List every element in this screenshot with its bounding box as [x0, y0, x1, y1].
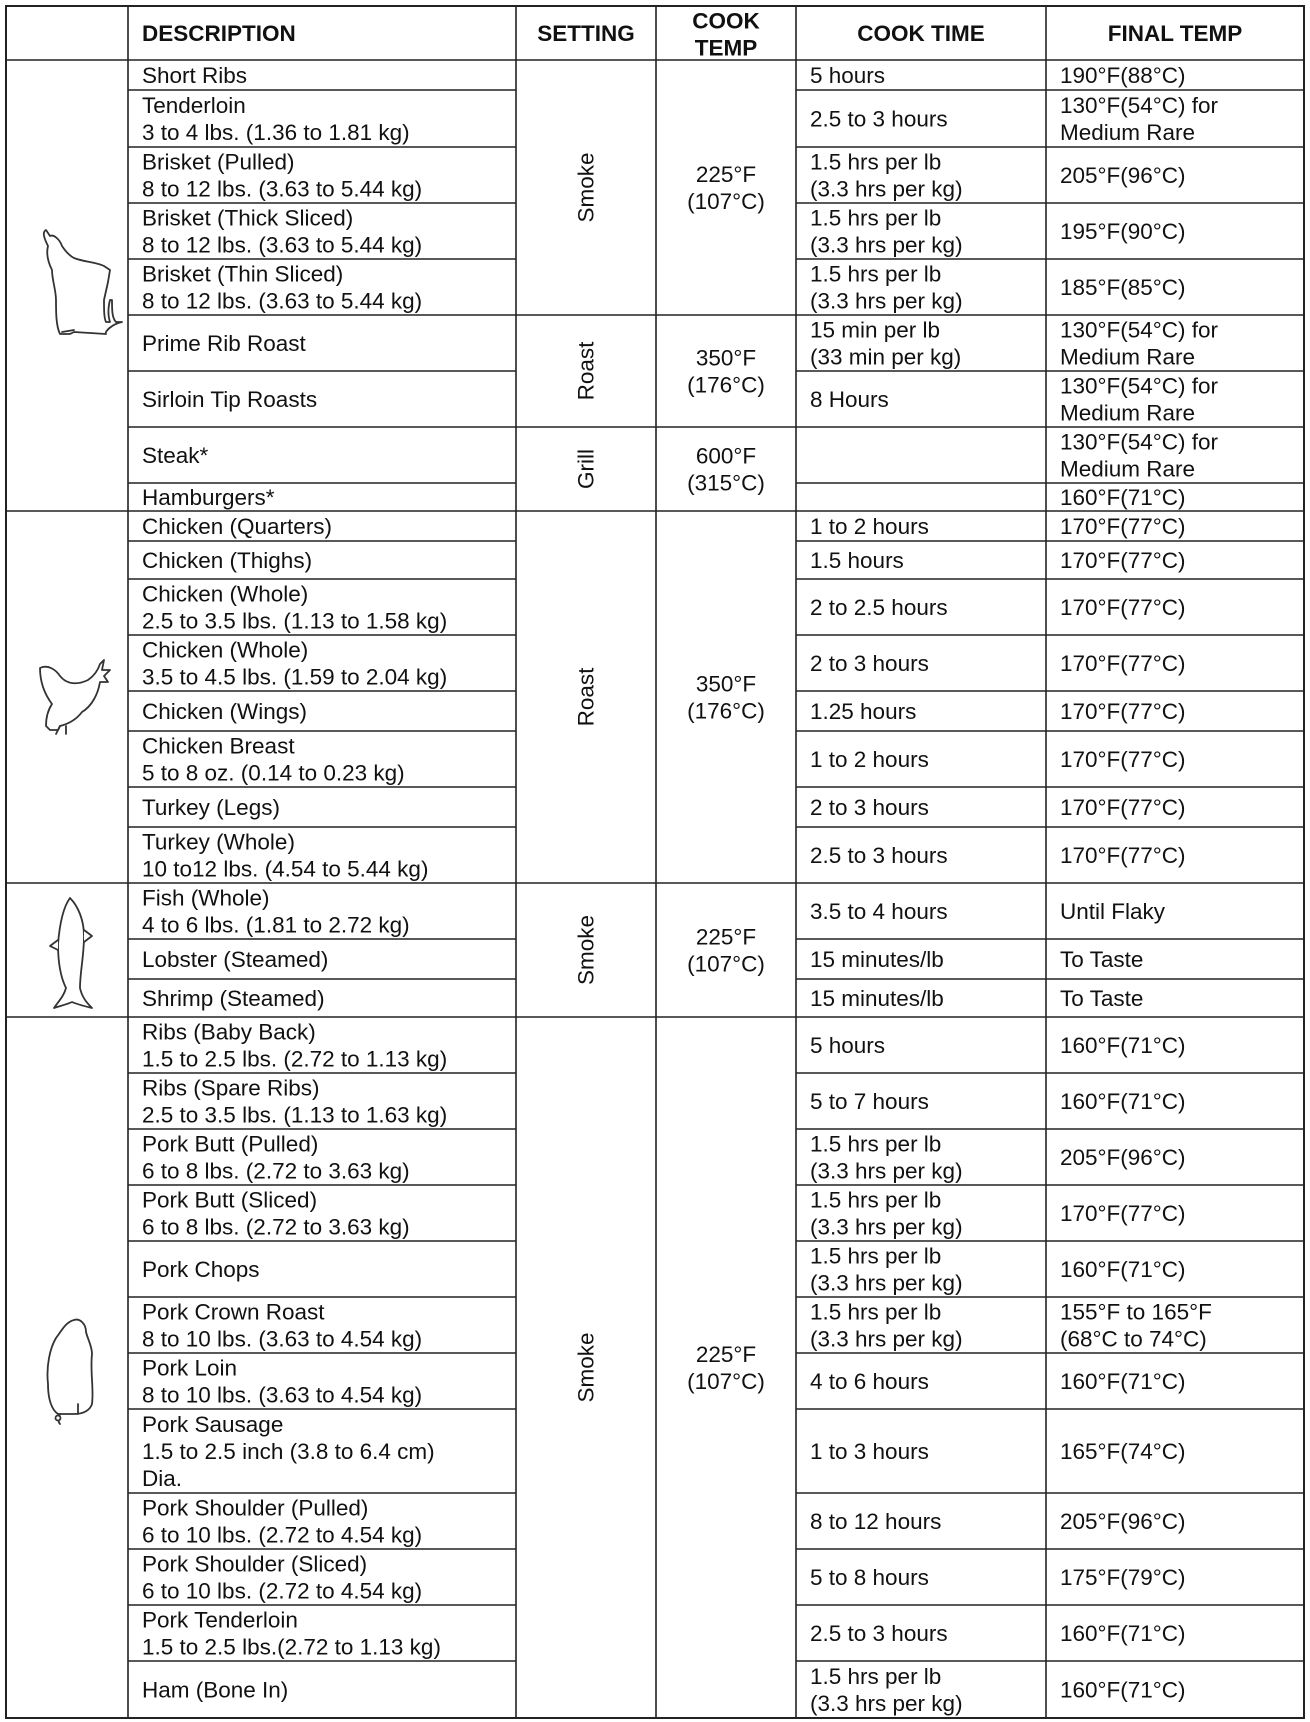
row-cook-time: 1 to 3 hours	[810, 1439, 929, 1465]
row-cook-time: (3.3 hrs per kg)	[810, 1326, 963, 1352]
row-description: Pork Butt (Pulled)	[142, 1131, 319, 1157]
row-cook-time: 1.5 hrs per lb	[810, 1664, 942, 1690]
row-description: 2.5 to 3.5 lbs. (1.13 to 1.58 kg)	[142, 608, 448, 634]
row-cook-time: 8 Hours	[810, 387, 889, 413]
group-setting: Smoke	[573, 914, 599, 986]
row-description: Pork Chops	[142, 1257, 260, 1283]
table-content	[142, 9, 1242, 1717]
row-cook-time: (3.3 hrs per kg)	[810, 1158, 963, 1184]
row-final-temp: 170°F(77°C)	[1060, 795, 1186, 821]
row-cook-time: (3.3 hrs per kg)	[810, 232, 963, 258]
pig-icon	[47, 1320, 92, 1424]
row-description: Pork Butt (Sliced)	[142, 1187, 318, 1213]
row-description: 5 to 8 oz. (0.14 to 0.23 kg)	[142, 760, 405, 786]
group-cook-temp: 600°F	[695, 443, 757, 469]
row-cook-time: 5 hours	[810, 1033, 886, 1059]
row-description: Brisket (Thin Sliced)	[142, 261, 344, 287]
row-final-temp: 195°F(90°C)	[1060, 219, 1186, 245]
header-final-temp: FINAL TEMP	[1107, 21, 1243, 47]
group-cook-temp: (107°C)	[687, 951, 765, 977]
group-cook-temp: 350°F	[695, 671, 757, 697]
cow-icon	[44, 230, 122, 334]
row-final-temp: 170°F(77°C)	[1060, 1201, 1186, 1227]
row-final-temp: To Taste	[1060, 947, 1144, 973]
header-setting: SETTING	[537, 21, 635, 47]
row-final-temp: Medium Rare	[1060, 120, 1196, 146]
row-final-temp: 170°F(77°C)	[1060, 548, 1186, 574]
group-setting: Smoke	[573, 1332, 599, 1403]
row-description: 1.5 to 2.5 lbs. (2.72 to 1.13 kg)	[142, 1046, 448, 1072]
row-final-temp: 175°F(79°C)	[1060, 1565, 1186, 1591]
row-final-temp: 160°F(71°C)	[1060, 1621, 1186, 1647]
row-cook-time: (3.3 hrs per kg)	[810, 176, 963, 202]
header-description: DESCRIPTION	[142, 21, 296, 47]
row-description: Chicken (Thighs)	[142, 548, 313, 574]
row-description: 1.5 to 2.5 lbs.(2.72 to 1.13 kg)	[142, 1634, 441, 1660]
row-description: Ribs (Baby Back)	[142, 1019, 316, 1045]
row-description: Lobster (Steamed)	[142, 947, 329, 973]
row-final-temp: Medium Rare	[1060, 456, 1196, 482]
row-description: Turkey (Whole)	[142, 829, 295, 855]
row-cook-time: (3.3 hrs per kg)	[810, 1270, 963, 1296]
row-description: 6 to 10 lbs. (2.72 to 4.54 kg)	[142, 1522, 423, 1548]
row-cook-time: 4 to 6 hours	[810, 1369, 929, 1395]
group-setting: Grill	[573, 449, 599, 489]
row-cook-time: 1.5 hrs per lb	[810, 149, 942, 175]
row-final-temp: 160°F(71°C)	[1060, 1677, 1186, 1703]
row-cook-time: 1.5 hrs per lb	[810, 261, 942, 287]
row-description: Dia.	[142, 1466, 183, 1492]
group-cook-temp: 225°F	[695, 1342, 757, 1368]
row-cook-time: 2 to 3 hours	[810, 651, 929, 677]
group-cook-temp: (107°C)	[687, 1369, 765, 1395]
group-setting: Roast	[573, 341, 599, 401]
row-final-temp: (68°C to 74°C)	[1060, 1326, 1207, 1352]
row-description: Steak*	[142, 443, 209, 469]
group-setting: Roast	[573, 667, 599, 727]
row-final-temp: 205°F(96°C)	[1060, 163, 1186, 189]
row-cook-time: 15 minutes/lb	[810, 986, 944, 1012]
row-final-temp: 160°F(71°C)	[1060, 1369, 1186, 1395]
row-cook-time: 1.5 hrs per lb	[810, 1131, 942, 1157]
row-description: Pork Tenderloin	[142, 1607, 298, 1633]
row-cook-time: 2.5 to 3 hours	[810, 1621, 948, 1647]
row-final-temp: 160°F(71°C)	[1060, 1257, 1186, 1283]
row-cook-time: 2 to 3 hours	[810, 795, 929, 821]
row-description: 6 to 10 lbs. (2.72 to 4.54 kg)	[142, 1578, 423, 1604]
row-cook-time: (33 min per kg)	[810, 344, 962, 370]
row-description: Turkey (Legs)	[142, 795, 280, 821]
row-description: 8 to 10 lbs. (3.63 to 4.54 kg)	[142, 1382, 423, 1408]
row-cook-time: 2 to 2.5 hours	[810, 595, 948, 621]
row-description: 10 to12 lbs. (4.54 to 5.44 kg)	[142, 856, 429, 882]
row-description: Pork Shoulder (Pulled)	[142, 1495, 369, 1521]
row-description: Brisket (Pulled)	[142, 149, 295, 175]
row-final-temp: 170°F(77°C)	[1060, 595, 1186, 621]
row-cook-time: 2.5 to 3 hours	[810, 843, 948, 869]
row-final-temp: 185°F(85°C)	[1060, 275, 1186, 301]
row-description: Chicken Breast	[142, 733, 295, 759]
row-cook-time: 1.5 hours	[810, 548, 904, 574]
row-final-temp: To Taste	[1060, 986, 1144, 1012]
row-description: Chicken (Whole)	[142, 637, 309, 663]
row-description: Pork Shoulder (Sliced)	[142, 1551, 368, 1577]
row-cook-time: 1.25 hours	[810, 699, 917, 725]
row-description: Prime Rib Roast	[142, 331, 306, 357]
group-setting: Smoke	[573, 152, 599, 223]
group-cook-temp: (107°C)	[687, 189, 765, 215]
row-cook-time: 15 minutes/lb	[810, 947, 944, 973]
row-description: 3.5 to 4.5 lbs. (1.59 to 2.04 kg)	[142, 664, 448, 690]
row-cook-time: 2.5 to 3 hours	[810, 106, 948, 132]
row-final-temp: 190°F(88°C)	[1060, 63, 1186, 89]
row-cook-time: 15 min per lb	[810, 317, 941, 343]
row-description: Chicken (Quarters)	[142, 514, 333, 540]
row-description: 8 to 12 lbs. (3.63 to 5.44 kg)	[142, 288, 423, 314]
row-description: 1.5 to 2.5 inch (3.8 to 6.4 cm)	[142, 1439, 435, 1465]
row-description: 6 to 8 lbs. (2.72 to 3.63 kg)	[142, 1214, 410, 1240]
row-final-temp: 170°F(77°C)	[1060, 747, 1186, 773]
group-cook-temp: 225°F	[695, 924, 757, 950]
row-description: Hamburgers*	[142, 485, 275, 511]
row-cook-time: 1.5 hrs per lb	[810, 1299, 942, 1325]
row-final-temp: 170°F(77°C)	[1060, 514, 1186, 540]
row-cook-time: 1 to 2 hours	[810, 747, 929, 773]
row-description: Ham (Bone In)	[142, 1677, 289, 1703]
row-description: Pork Sausage	[142, 1412, 284, 1438]
row-final-temp: 170°F(77°C)	[1060, 651, 1186, 677]
row-final-temp: 170°F(77°C)	[1060, 699, 1186, 725]
row-description: 8 to 12 lbs. (3.63 to 5.44 kg)	[142, 176, 423, 202]
row-cook-time: 1 to 2 hours	[810, 514, 929, 540]
row-final-temp: 170°F(77°C)	[1060, 843, 1186, 869]
row-final-temp: 160°F(71°C)	[1060, 1033, 1186, 1059]
header-cook-temp: COOK	[692, 8, 760, 34]
row-cook-time: 3.5 to 4 hours	[810, 899, 948, 925]
row-final-temp: 130°F(54°C) for	[1060, 373, 1219, 399]
header-cook-time: COOK TIME	[857, 21, 985, 47]
group-cook-temp: 350°F	[695, 345, 757, 371]
fish-icon	[50, 898, 92, 1008]
row-description: Pork Loin	[142, 1355, 238, 1381]
row-final-temp: Medium Rare	[1060, 400, 1196, 426]
group-cook-temp: (176°C)	[687, 698, 765, 724]
row-cook-time: 5 to 7 hours	[810, 1089, 929, 1115]
row-final-temp: Until Flaky	[1060, 899, 1166, 925]
row-cook-time: (3.3 hrs per kg)	[810, 1214, 963, 1240]
row-description: Chicken (Wings)	[142, 699, 308, 725]
row-final-temp: Medium Rare	[1060, 344, 1196, 370]
group-cook-temp: (315°C)	[687, 470, 765, 496]
row-final-temp: 160°F(71°C)	[1060, 1089, 1186, 1115]
row-description: 6 to 8 lbs. (2.72 to 3.63 kg)	[142, 1158, 410, 1184]
row-cook-time: 1.5 hrs per lb	[810, 1243, 942, 1269]
row-final-temp: 205°F(96°C)	[1060, 1509, 1186, 1535]
row-cook-time: 5 hours	[810, 63, 886, 89]
chicken-icon	[40, 660, 110, 734]
row-description: 8 to 12 lbs. (3.63 to 5.44 kg)	[142, 232, 423, 258]
row-final-temp: 130°F(54°C) for	[1060, 93, 1219, 119]
meat-icons	[40, 230, 122, 1424]
row-final-temp: 165°F(74°C)	[1060, 1439, 1186, 1465]
row-description: Chicken (Whole)	[142, 581, 309, 607]
row-cook-time: (3.3 hrs per kg)	[810, 1691, 963, 1717]
row-description: Brisket (Thick Sliced)	[142, 205, 354, 231]
row-description: Pork Crown Roast	[142, 1299, 325, 1325]
row-cook-time: 1.5 hrs per lb	[810, 1187, 942, 1213]
row-description: Tenderloin	[142, 93, 246, 119]
row-final-temp: 130°F(54°C) for	[1060, 429, 1219, 455]
row-description: 4 to 6 lbs. (1.81 to 2.72 kg)	[142, 912, 410, 938]
row-cook-time: (3.3 hrs per kg)	[810, 288, 963, 314]
row-description: Shrimp (Steamed)	[142, 986, 325, 1012]
row-final-temp: 160°F(71°C)	[1060, 485, 1186, 511]
row-description: 8 to 10 lbs. (3.63 to 4.54 kg)	[142, 1326, 423, 1352]
row-description: Sirloin Tip Roasts	[142, 387, 318, 413]
row-final-temp: 130°F(54°C) for	[1060, 317, 1219, 343]
group-cook-temp: 225°F	[695, 162, 757, 188]
row-cook-time: 1.5 hrs per lb	[810, 205, 942, 231]
row-cook-time: 5 to 8 hours	[810, 1565, 929, 1591]
row-description: 3 to 4 lbs. (1.36 to 1.81 kg)	[142, 120, 410, 146]
group-cook-temp: (176°C)	[687, 372, 765, 398]
row-cook-time: 8 to 12 hours	[810, 1509, 942, 1535]
row-final-temp: 155°F to 165°F	[1060, 1299, 1212, 1325]
row-description: Short Ribs	[142, 63, 248, 89]
row-description: Ribs (Spare Ribs)	[142, 1075, 320, 1101]
row-description: Fish (Whole)	[142, 885, 270, 911]
row-final-temp: 205°F(96°C)	[1060, 1145, 1186, 1171]
header-cook-temp: TEMP	[694, 35, 758, 61]
row-description: 2.5 to 3.5 lbs. (1.13 to 1.63 kg)	[142, 1102, 448, 1128]
